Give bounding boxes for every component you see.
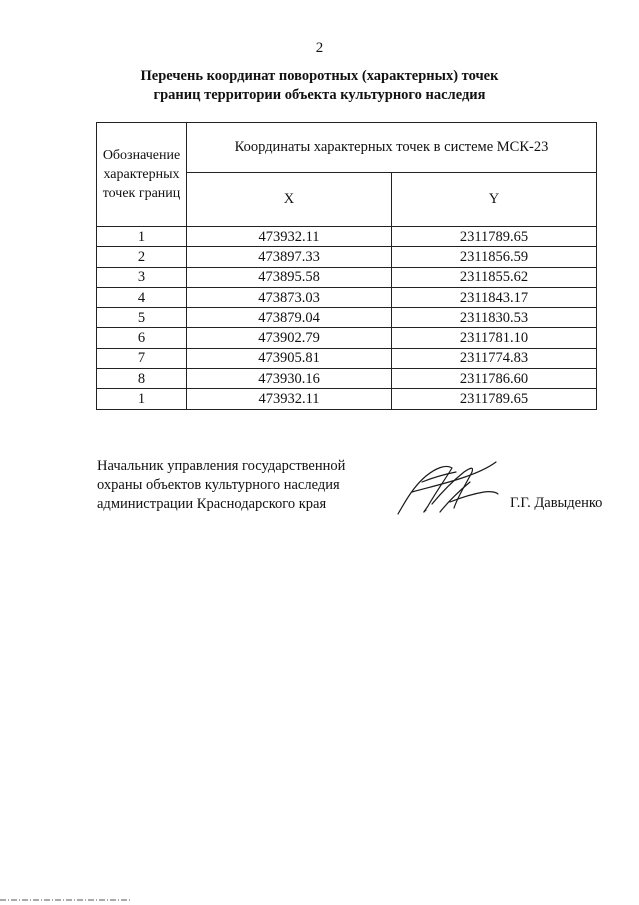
document-title — [0, 67, 639, 105]
table-row — [97, 389, 597, 409]
x-cell: 473905.81 — [187, 348, 392, 368]
y-cell: 2311789.65 — [392, 227, 597, 247]
point-cell: 3 — [97, 267, 187, 287]
y-cell: 2311789.65 — [392, 389, 597, 409]
y-cell: 2311786.60 — [392, 369, 597, 389]
y-cell: 2311781.10 — [392, 328, 597, 348]
signatory-position-line: администрации Краснодарского края — [97, 496, 327, 512]
table-row — [97, 308, 597, 328]
point-cell: 1 — [97, 227, 187, 247]
x-cell: 473879.04 — [187, 308, 392, 328]
point-cell: 4 — [97, 287, 187, 307]
handwritten-signature — [392, 452, 502, 522]
header-y: Y — [392, 173, 597, 227]
x-cell: 473897.33 — [187, 247, 392, 267]
coordinates-table — [96, 122, 597, 410]
y-cell: 2311843.17 — [392, 287, 597, 307]
footer-scan-line — [0, 896, 130, 905]
point-cell: 6 — [97, 328, 187, 348]
title-line-1: Перечень координат поворотных (характерных) точек — [140, 68, 499, 84]
table-row — [97, 287, 597, 307]
point-cell: 5 — [97, 308, 187, 328]
header-x: X — [187, 173, 392, 227]
signatory-position-line: охраны объектов культурного наследия — [97, 477, 340, 493]
y-cell: 2311856.59 — [392, 247, 597, 267]
signatory-position — [97, 457, 345, 514]
table-row — [97, 247, 597, 267]
y-cell: 2311830.53 — [392, 308, 597, 328]
x-cell: 473895.58 — [187, 267, 392, 287]
signatory-name: Г.Г. Давыденко — [510, 495, 603, 511]
x-cell: 473932.11 — [187, 389, 392, 409]
table-row — [97, 348, 597, 368]
point-cell: 1 — [97, 389, 187, 409]
table-row — [97, 369, 597, 389]
table-row — [97, 227, 597, 247]
page-number: 2 — [315, 40, 324, 56]
table-row — [97, 328, 597, 348]
y-cell: 2311774.83 — [392, 348, 597, 368]
x-cell: 473902.79 — [187, 328, 392, 348]
point-cell: 2 — [97, 247, 187, 267]
x-cell: 473930.16 — [187, 369, 392, 389]
signatory-position-line: Начальник управления государственной — [97, 458, 346, 474]
title-line-2: границ территории объекта культурного наследия — [153, 87, 486, 103]
header-designation-line: точек границ — [102, 186, 181, 201]
table-row — [97, 267, 597, 287]
header-designation-line: Обозначение — [102, 148, 181, 163]
point-cell: 7 — [97, 348, 187, 368]
header-designation — [97, 123, 187, 227]
point-cell: 8 — [97, 369, 187, 389]
header-coordinates: Координаты характерных точек в системе МСК-23 — [187, 123, 597, 173]
header-designation-line: характерных — [103, 167, 180, 182]
x-cell: 473873.03 — [187, 287, 392, 307]
y-cell: 2311855.62 — [392, 267, 597, 287]
x-cell: 473932.11 — [187, 227, 392, 247]
